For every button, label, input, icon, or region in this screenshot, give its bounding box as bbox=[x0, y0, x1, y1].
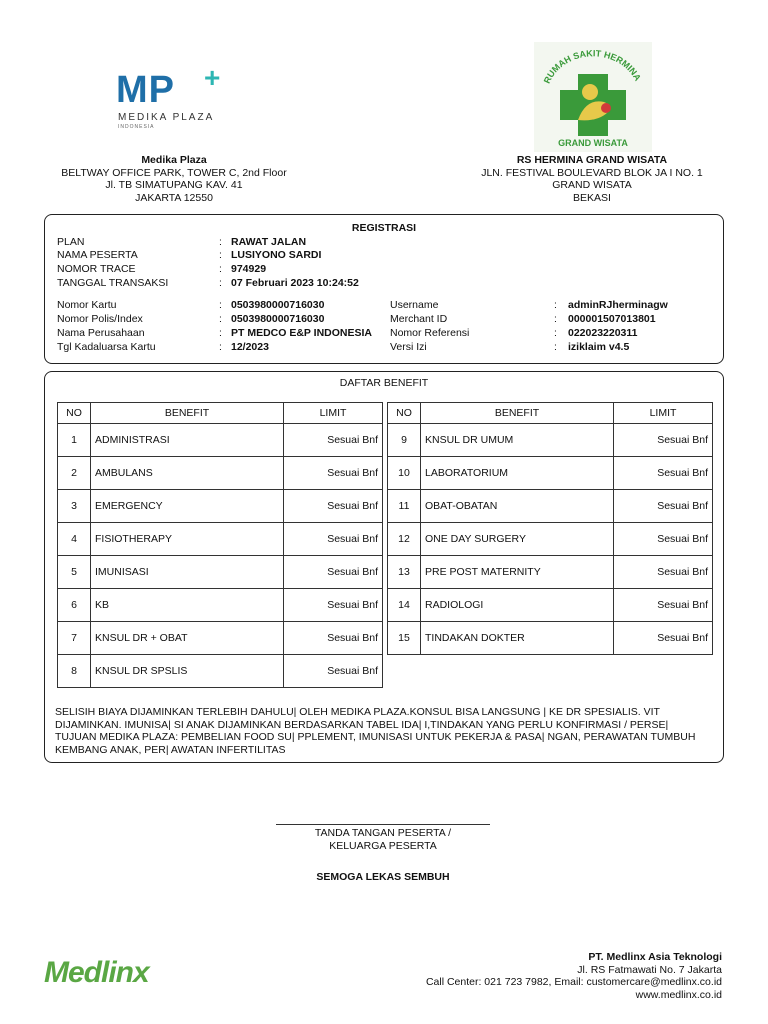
benefit-no: 12 bbox=[388, 523, 421, 556]
colon: : bbox=[554, 327, 557, 339]
reg-kadaluarsa-value: 12/2023 bbox=[231, 341, 269, 353]
reg-versi-value: iziklaim v4.5 bbox=[568, 341, 630, 353]
benefit-limit: Sesuai Bnf bbox=[284, 457, 383, 490]
benefit-name: TINDAKAN DOKTER bbox=[421, 622, 614, 655]
hermina-logo bbox=[534, 42, 652, 152]
reg-perusahaan-value: PT MEDCO E&P INDONESIA bbox=[231, 327, 372, 339]
table-header-row bbox=[58, 403, 383, 424]
table-row bbox=[58, 655, 383, 688]
reg-polis-value: 0503980000716030 bbox=[231, 313, 325, 325]
benefit-name: ADMINISTRASI bbox=[91, 424, 284, 457]
reg-merchant-label: Merchant ID bbox=[390, 313, 448, 325]
colon: : bbox=[554, 313, 557, 325]
benefit-title: DAFTAR BENEFIT bbox=[339, 377, 429, 389]
benefit-name: IMUNISASI bbox=[91, 556, 284, 589]
benefit-no: 5 bbox=[58, 556, 91, 589]
benefit-box bbox=[44, 371, 724, 763]
address-line: JLN. FESTIVAL BOULEVARD BLOK JA I NO. 1 bbox=[481, 166, 703, 179]
plus-icon: + bbox=[204, 62, 221, 93]
benefit-name: KNSUL DR + OBAT bbox=[91, 622, 284, 655]
reg-merchant-value: 000001507013801 bbox=[568, 313, 656, 325]
table-row bbox=[58, 457, 383, 490]
benefit-table-right bbox=[387, 402, 713, 655]
colon: : bbox=[219, 263, 222, 275]
reg-peserta-label: NAMA PESERTA bbox=[57, 249, 138, 261]
mp-logo-sub: INDONESIA bbox=[118, 124, 155, 130]
hermina-emblem-icon bbox=[534, 42, 652, 152]
table-row bbox=[388, 622, 713, 655]
table-row bbox=[388, 457, 713, 490]
signature-label: TANDA TANGAN PESERTA / bbox=[314, 827, 452, 839]
benefit-name: OBAT-OBATAN bbox=[421, 490, 614, 523]
medlinx-logo bbox=[44, 956, 149, 990]
benefit-no: 10 bbox=[388, 457, 421, 490]
benefit-limit: Sesuai Bnf bbox=[284, 490, 383, 523]
benefit-no: 7 bbox=[58, 622, 91, 655]
benefit-no: 8 bbox=[58, 655, 91, 688]
colon: : bbox=[554, 299, 557, 311]
note-line: SELISIH BIAYA DIJAMINKAN TERLEBIH DAHULU| OLEH MEDIKA PLAZA.KONSUL BISA LANGSUNG | KE DR SPESIALIS. VIT bbox=[55, 706, 660, 718]
table-row bbox=[58, 424, 383, 457]
benefit-limit: Sesuai Bnf bbox=[284, 589, 383, 622]
colon: : bbox=[219, 299, 222, 311]
reg-referensi-label: Nomor Referensi bbox=[390, 327, 470, 339]
benefit-name: KNSUL DR UMUM bbox=[421, 424, 614, 457]
benefit-note bbox=[55, 706, 715, 756]
header-no: NO bbox=[58, 403, 91, 424]
colon: : bbox=[219, 236, 222, 248]
address-line: GRAND WISATA bbox=[552, 179, 632, 191]
benefit-limit: Sesuai Bnf bbox=[614, 490, 713, 523]
benefit-name: RADIOLOGI bbox=[421, 589, 614, 622]
benefit-limit: Sesuai Bnf bbox=[284, 523, 383, 556]
header-no: NO bbox=[388, 403, 421, 424]
wish-text: SEMOGA LEKAS SEMBUH bbox=[316, 871, 450, 883]
benefit-no: 11 bbox=[388, 490, 421, 523]
benefit-no: 6 bbox=[58, 589, 91, 622]
benefit-no: 9 bbox=[388, 424, 421, 457]
benefit-limit: Sesuai Bnf bbox=[614, 556, 713, 589]
reg-tanggal-label: TANGGAL TRANSAKSI bbox=[57, 277, 169, 289]
table-row bbox=[388, 589, 713, 622]
mp-logo-name: MEDIKA PLAZA bbox=[118, 112, 215, 123]
benefit-no: 1 bbox=[58, 424, 91, 457]
benefit-limit: Sesuai Bnf bbox=[284, 622, 383, 655]
note-line: DIJAMINKAN. IMUNISA| SI ANAK DIJAMINKAN BERDASARKAN TABEL IDA| I,TINDAKAN YANG PERLU KONFIRMASI / PERSE| bbox=[55, 718, 669, 731]
benefit-limit: Sesuai Bnf bbox=[284, 655, 383, 688]
benefit-name: KNSUL DR SPSLIS bbox=[91, 655, 284, 688]
reg-plan-value: RAWAT JALAN bbox=[231, 236, 307, 248]
footer-line: www.medlinx.co.id bbox=[635, 988, 722, 1001]
hermina-address bbox=[462, 154, 722, 204]
header-limit: LIMIT bbox=[284, 403, 383, 424]
reg-trace-value: 974929 bbox=[231, 263, 267, 275]
benefit-limit: Sesuai Bnf bbox=[614, 589, 713, 622]
table-row bbox=[388, 556, 713, 589]
signature-line bbox=[276, 824, 490, 825]
benefit-name: ONE DAY SURGERY bbox=[421, 523, 614, 556]
signature-label: KELUARGA PESERTA bbox=[329, 840, 437, 852]
benefit-table-left bbox=[57, 402, 383, 688]
benefit-no: 15 bbox=[388, 622, 421, 655]
benefit-limit: Sesuai Bnf bbox=[614, 622, 713, 655]
footer-line: Call Center: 021 723 7982, Email: customercare@medlinx.co.id bbox=[425, 976, 722, 988]
registrasi-box bbox=[44, 214, 724, 364]
benefit-no: 2 bbox=[58, 457, 91, 490]
address-line: BEKASI bbox=[573, 191, 611, 204]
reg-kadaluarsa-label: Tgl Kadaluarsa Kartu bbox=[57, 341, 156, 353]
reg-plan-label: PLAN bbox=[57, 236, 85, 248]
benefit-name: EMERGENCY bbox=[91, 490, 284, 523]
medika-plaza-address bbox=[44, 154, 304, 204]
registrasi-title: REGISTRASI bbox=[351, 222, 417, 234]
reg-kartu-label: Nomor Kartu bbox=[57, 299, 117, 311]
benefit-limit: Sesuai Bnf bbox=[284, 424, 383, 457]
reg-trace-label: NOMOR TRACE bbox=[57, 263, 136, 275]
benefit-no: 14 bbox=[388, 589, 421, 622]
address-line: Jl. TB SIMATUPANG KAV. 41 bbox=[105, 179, 243, 191]
benefit-limit: Sesuai Bnf bbox=[284, 556, 383, 589]
benefit-no: 3 bbox=[58, 490, 91, 523]
signature-block bbox=[276, 827, 490, 853]
reg-peserta-value: LUSIYONO SARDI bbox=[231, 249, 322, 261]
note-line: TUJUAN MEDIKA PLAZA: PEMBELIAN FOOD SU| PPLEMENT, IMUNISASI UNTUK PEKERJA & PASA| NGAN, PERAWATAN TUMBUH bbox=[55, 731, 696, 743]
footer-line: Jl. RS Fatmawati No. 7 Jakarta bbox=[577, 963, 722, 976]
benefit-limit: Sesuai Bnf bbox=[614, 457, 713, 490]
address-line: BELTWAY OFFICE PARK, TOWER C, 2nd Floor bbox=[61, 166, 287, 179]
benefit-name: KB bbox=[91, 589, 284, 622]
reg-tanggal-value: 07 Februari 2023 10:24:52 bbox=[231, 277, 359, 289]
medika-plaza-name: Medika Plaza bbox=[141, 154, 207, 166]
table-row bbox=[58, 622, 383, 655]
benefit-no: 4 bbox=[58, 523, 91, 556]
header-limit: LIMIT bbox=[614, 403, 713, 424]
table-row bbox=[58, 490, 383, 523]
reg-username-value: adminRJherminagw bbox=[568, 299, 668, 311]
medlinx-brand: Medlinx bbox=[44, 956, 149, 989]
footer-company bbox=[426, 951, 722, 1001]
benefit-limit: Sesuai Bnf bbox=[614, 424, 713, 457]
reg-username-label: Username bbox=[390, 299, 439, 311]
colon: : bbox=[219, 313, 222, 325]
medika-plaza-logo bbox=[112, 62, 236, 132]
reg-polis-label: Nomor Polis/Index bbox=[57, 313, 143, 325]
table-header-row bbox=[388, 403, 713, 424]
note-line: KEMBANG ANAK, PER| AWATAN INFERTILITAS bbox=[55, 743, 286, 756]
colon: : bbox=[219, 341, 222, 353]
table-row bbox=[58, 556, 383, 589]
reg-referensi-value: 022023220311 bbox=[568, 327, 638, 339]
reg-versi-label: Versi Izi bbox=[390, 341, 427, 353]
colon: : bbox=[219, 277, 222, 289]
table-row bbox=[388, 424, 713, 457]
benefit-no: 13 bbox=[388, 556, 421, 589]
footer-company-name: PT. Medlinx Asia Teknologi bbox=[588, 951, 722, 963]
header-benefit: BENEFIT bbox=[421, 403, 614, 424]
colon: : bbox=[219, 327, 222, 339]
benefit-name: AMBULANS bbox=[91, 457, 284, 490]
hermina-arc-text: RUMAH SAKIT HERMINA bbox=[541, 48, 643, 85]
colon: : bbox=[219, 249, 222, 261]
header-benefit: BENEFIT bbox=[91, 403, 284, 424]
colon: : bbox=[554, 341, 557, 353]
table-row bbox=[58, 589, 383, 622]
reg-perusahaan-label: Nama Perusahaan bbox=[57, 327, 145, 339]
mp-logo-mark: MP bbox=[116, 69, 175, 111]
hermina-bottom-text: GRAND WISATA bbox=[558, 138, 628, 148]
benefit-name: LABORATORIUM bbox=[421, 457, 614, 490]
benefit-limit: Sesuai Bnf bbox=[614, 523, 713, 556]
benefit-name: PRE POST MATERNITY bbox=[421, 556, 614, 589]
address-line: JAKARTA 12550 bbox=[135, 191, 213, 204]
table-row bbox=[388, 490, 713, 523]
hermina-name: RS HERMINA GRAND WISATA bbox=[516, 154, 668, 166]
benefit-name: FISIOTHERAPY bbox=[91, 523, 284, 556]
table-row bbox=[58, 523, 383, 556]
table-row bbox=[388, 523, 713, 556]
reg-kartu-value: 0503980000716030 bbox=[231, 299, 325, 311]
